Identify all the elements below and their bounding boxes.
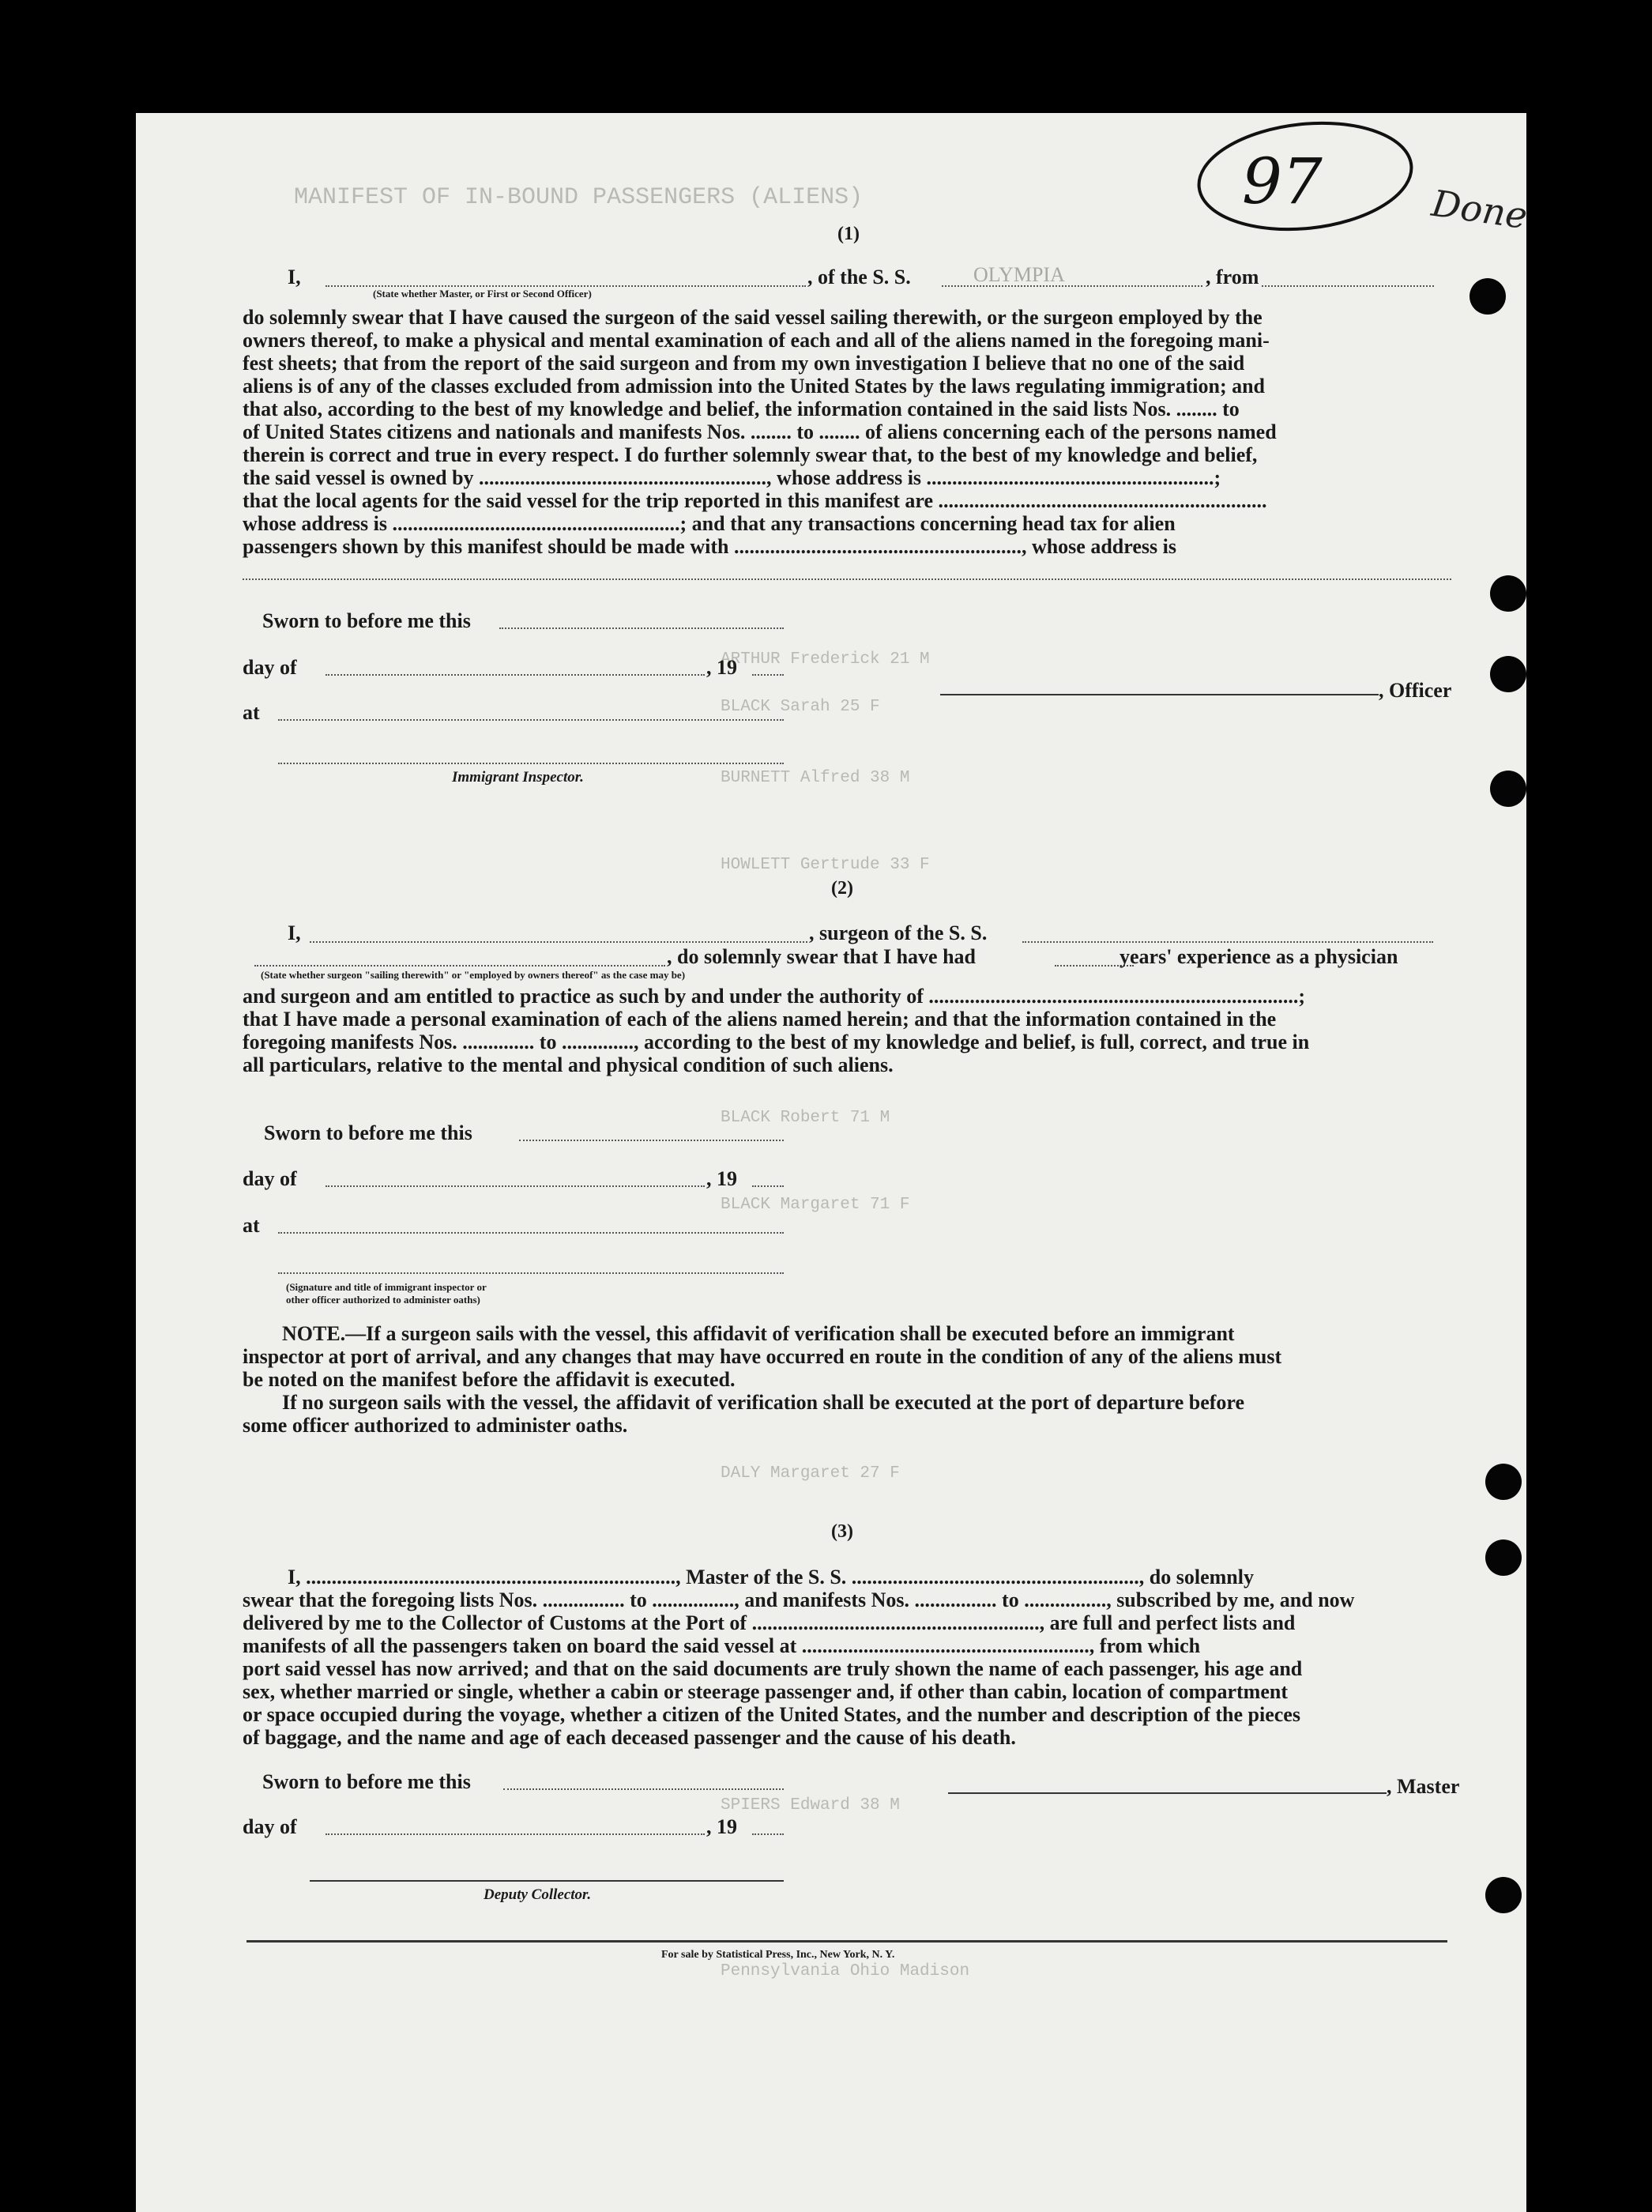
s2-line: all particulars, relative to the mental and physical condition of such aliens. (243, 1053, 894, 1076)
s1-officer-caption: (State whether Master, or First or Second Officer) (373, 288, 592, 300)
s2-line: that I have made a personal examination of each of the aliens named herein; and that the information contained in the (243, 1008, 1277, 1031)
s2-sig-caption-1: (Signature and title of immigrant inspector or (286, 1281, 487, 1293)
binder-hole (1490, 771, 1526, 807)
s3-line: swear that the foregoing lists Nos. ................ to ................, and manifests Nos. ................ to ................, subscribed by me, and now (243, 1588, 1355, 1611)
footer-imprint: For sale by Statistical Press, Inc., New York, N. Y. (661, 1949, 895, 1961)
s3-day-of: day of (243, 1815, 297, 1838)
s1-line: aliens is of any of the classes excluded from admission into the United States by the laws regulating immigration; and (243, 375, 1266, 398)
s3-line: manifests of all the passengers taken on board the said vessel at ........................................................, from which (243, 1634, 1201, 1657)
s1-address-field[interactable] (243, 578, 1451, 580)
s1-line: that also, according to the best of my knowledge and belief, the information contained in the said lists Nos. ........ to (243, 398, 1240, 420)
s1-oath-text (243, 306, 1451, 558)
note-line: If no surgeon sails with the vessel, the affidavit of verification shall be executed at the port of departure before (282, 1391, 1245, 1414)
page-number: 97 (1242, 145, 1323, 218)
s2-year: , 19 (706, 1167, 737, 1190)
s2-at: at (243, 1214, 260, 1237)
s1-line: of United States citizens and nationals and manifests Nos. ........ to ........ of aliens concerning each of the persons named (243, 420, 1277, 443)
s3-year: , 19 (706, 1815, 737, 1838)
s2-sig-caption-2: other officer authorized to administer oaths) (286, 1294, 480, 1306)
s2-surgeon-of: , surgeon of the S. S. (809, 921, 988, 944)
s2-sworn-field[interactable] (519, 1140, 784, 1141)
s1-officer: , Officer (1379, 679, 1452, 702)
s1-officer-field[interactable] (326, 285, 806, 287)
s2-solemnly: , do solemnly swear that I have had (667, 945, 977, 968)
s1-line: therein is correct and true in every respect. I do further solemnly swear that, to the best of my knowledge and belief, (243, 443, 1258, 466)
s3-oath-first (288, 1566, 1451, 1588)
s3-line: sex, whether married or single, whether a cabin or steerage passenger and, if other than cabin, location of compartment (243, 1680, 1288, 1703)
s1-from: , from (1206, 266, 1259, 288)
s3-oath-text (243, 1588, 1451, 1749)
s2-day-of: day of (243, 1167, 297, 1190)
s1-ship-name: OLYMPIA (973, 263, 1065, 286)
s1-sworn-field[interactable] (499, 627, 784, 629)
s1-at: at (243, 701, 260, 724)
s1-line: do solemnly swear that I have caused the surgeon of the said vessel sailing therewith, or the surgeon employed by the (243, 306, 1263, 329)
s1-i: I, (288, 266, 301, 288)
s1-day-of: day of (243, 656, 297, 679)
done-note: Done (1428, 181, 1530, 238)
note-line: be noted on the manifest before the affidavit is executed. (243, 1368, 736, 1391)
s1-line: fest sheets; that from the report of the said surgeon and from my own investigation I believe that no one of the said (243, 352, 1245, 375)
s3-line: of baggage, and the name and age of each deceased passenger and the cause of his death. (243, 1726, 1016, 1749)
s2-sworn: Sworn to before me this (264, 1121, 472, 1144)
binder-hole (1485, 1539, 1522, 1576)
s3-line: delivered by me to the Collector of Customs at the Port of ........................................................, are full and perfect lists and (243, 1611, 1296, 1634)
s3-collector: Deputy Collector. (484, 1886, 592, 1903)
s1-line: the said vessel is owned by ........................................................, whose address is ........................................................; (243, 466, 1221, 489)
s1-line: owners thereof, to make a physical and mental examination of each and all of the aliens named in the foregoing mani- (243, 329, 1270, 352)
s1-of-ss: , of the S. S. (807, 266, 911, 288)
s2-day-field[interactable] (326, 1185, 705, 1187)
s3-master-signature[interactable] (948, 1792, 1387, 1794)
s2-note (243, 1322, 1451, 1437)
s2-at-field[interactable] (278, 1232, 784, 1234)
s1-from-field[interactable] (1262, 285, 1434, 287)
s3-line: port said vessel has now arrived; and that on the said documents are truly shown the name of each passenger, his age and (243, 1657, 1303, 1680)
section-2-marker: (2) (831, 878, 853, 899)
section-3-marker: (3) (831, 1521, 853, 1542)
s3-day-field[interactable] (326, 1833, 705, 1835)
s1-inspector: Immigrant Inspector. (452, 769, 584, 786)
s3-collector-signature[interactable] (310, 1880, 784, 1882)
s2-name-field[interactable] (254, 965, 665, 967)
s1-sworn: Sworn to before me this (262, 609, 471, 632)
s2-oath-text (243, 985, 1451, 1076)
footer-rule (246, 1940, 1447, 1943)
s1-year: , 19 (706, 656, 737, 679)
s2-year-field[interactable] (752, 1185, 784, 1187)
s3-line: I, ........................................................................, Master of the S. S. ........................................................, do solemnly (288, 1566, 1254, 1588)
note-line: NOTE.—If a surgeon sails with the vessel, this affidavit of verification shall be executed before an immigrant (282, 1322, 1235, 1345)
s3-year-field[interactable] (752, 1833, 784, 1835)
s1-line: passengers shown by this manifest should be made with ........................................................, whose address is (243, 535, 1176, 558)
binder-hole (1485, 1464, 1522, 1500)
s1-inspector-signature[interactable] (278, 763, 784, 764)
s1-day-field[interactable] (326, 674, 705, 676)
s2-i: I, (288, 921, 301, 944)
s3-sworn-field[interactable] (503, 1788, 784, 1790)
s1-officer-signature[interactable] (940, 694, 1379, 695)
note-line: inspector at port of arrival, and any changes that may have occurred en route in the condition of any of the aliens must (243, 1345, 1282, 1368)
s2-signature-field[interactable] (278, 1272, 784, 1274)
s3-line: or space occupied during the voyage, whether a citizen of the United States, and the number and description of the pieces (243, 1703, 1300, 1726)
s1-at-field[interactable] (278, 719, 784, 721)
s2-surgeon-field[interactable] (310, 941, 807, 943)
note-line: some officer authorized to administer oaths. (243, 1414, 628, 1437)
binder-hole (1469, 278, 1506, 315)
binder-hole (1485, 1877, 1522, 1913)
s2-caption: (State whether surgeon "sailing therewith" or "employed by owners thereof" as the case may be) (261, 969, 686, 981)
form-page: MANIFEST OF IN-BOUND PASSENGERS (ALIENS) ARTHUR Frederick 21 M BLACK Sarah 25 F BURNETT Alfred 38 M HOWLETT Gertrude 33 F BLACK Robert 71 M BLACK Margaret 71 F DALY Margaret 27 F SPIERS Edward 38 M Pennsylvania Ohio Madison (1) I, , of the S. S. OLYMPIA , from (State whether Master, or First or Second Officer) do solemnly swear that I have caused the surgeon of the said vessel sailing therewith, or the surgeon employed by the owners thereof, to make a physical and mental examination of each and all of the aliens named in the foregoing mani- fest sheets; that from the report of the said surgeon and from my own investigation I believe that no one of the said aliens is of any of the classes excluded from admission into the United States by the laws regulating immigration; and that also, according to the best of my knowledge and belief, the information contained in the said lists Nos. ........ to of United States citizens and nationals and manifests Nos. ........ to ........ of aliens concerning each of the persons named therein is correct and true in every respect. I do further solemnly swear that, to the best of my knowledge and belief, the said vessel is owned by ........................................................, whose address is ........................................................; that the local agents for the said vessel for the trip reported in this manifest are ................................................................ whose address is ........................................................; and that any transactions concerning head tax for alien passengers shown by this manifest should be made with ........................................................, whose address is Sworn to before me this day of , 19 at Immigrant Inspector. , Officer (2) I, , surgeon of the S. S. , do solemnly swear that I have had years' experience as a physician (State whether surgeon "sailing therewith" or "employed by owners thereof" as the case may be) and surgeon and am entitled to practice as such by and under the authority of ........................................................................; that I have made a personal examination of each of the aliens named herein; and that the information contained in the foregoing manifests Nos. .............. to .............., according to the best of my knowledge and belief, is full, correct, and true in all particulars, relative to the mental and physical condition of such aliens. Sworn to before me this day of , 19 at (Signature and title of immigrant inspector or other officer authorized to administer oaths) NOTE.—If a surgeon sails with the vessel, this affidavit of verification shall be executed before an immigrant inspector at port of arrival, and any changes that may have occurred en route in the condition of any of the aliens must be noted on the manifest before the affidavit is executed. If no surgeon sails with the vessel, the affidavit of verification shall be executed at the port of departure before some officer authorized to administer oaths. (3) I, ........................................................................, Master of the S. S. ........................................................, do solemnly swear that the foregoing lists Nos. ................ to ................, and manifests Nos. ................ to ................, subscribed by me, and now delivered by me to the Collector of Customs at the Port of ........................................................, are full and perfect lists and manifests of all the passengers taken on board the said vessel at ........................................................, from which port said vessel has now arrived; and that on the said documents are truly shown the name of each passenger, his age and sex, whether married or single, whether a cabin or steerage passenger and, if other than cabin, location of compartment or space occupied during the voyage, whether a citizen of the United States, and the number and description of the pieces of baggage, and the name and age of each deceased passenger and the cause of his death. Sworn to before me this , Master day of , 19 Deputy Collector. For sale by Statistical Press, Inc., New York, N. Y. 97 Done (136, 113, 1526, 2212)
binder-hole (1490, 656, 1526, 692)
s1-line: that the local agents for the said vessel for the trip reported in this manifest are ................................................................ (243, 489, 1267, 512)
binder-hole (1490, 575, 1526, 612)
s1-line: whose address is ........................................................; and that any transactions concerning head tax for alien (243, 512, 1176, 535)
s2-ship-field[interactable] (1022, 941, 1433, 943)
s2-line: foregoing manifests Nos. .............. to .............., according to the best of my knowledge and belief, is full, correct, and true in (243, 1031, 1310, 1053)
s2-line: and surgeon and am entitled to practice as such by and under the authority of ........................................................................; (243, 985, 1306, 1008)
s2-years: years' experience as a physician (1120, 945, 1398, 968)
s3-sworn: Sworn to before me this (262, 1770, 471, 1793)
s1-year-field[interactable] (752, 674, 784, 676)
section-1-marker: (1) (837, 224, 860, 244)
s3-master: , Master (1387, 1775, 1460, 1798)
